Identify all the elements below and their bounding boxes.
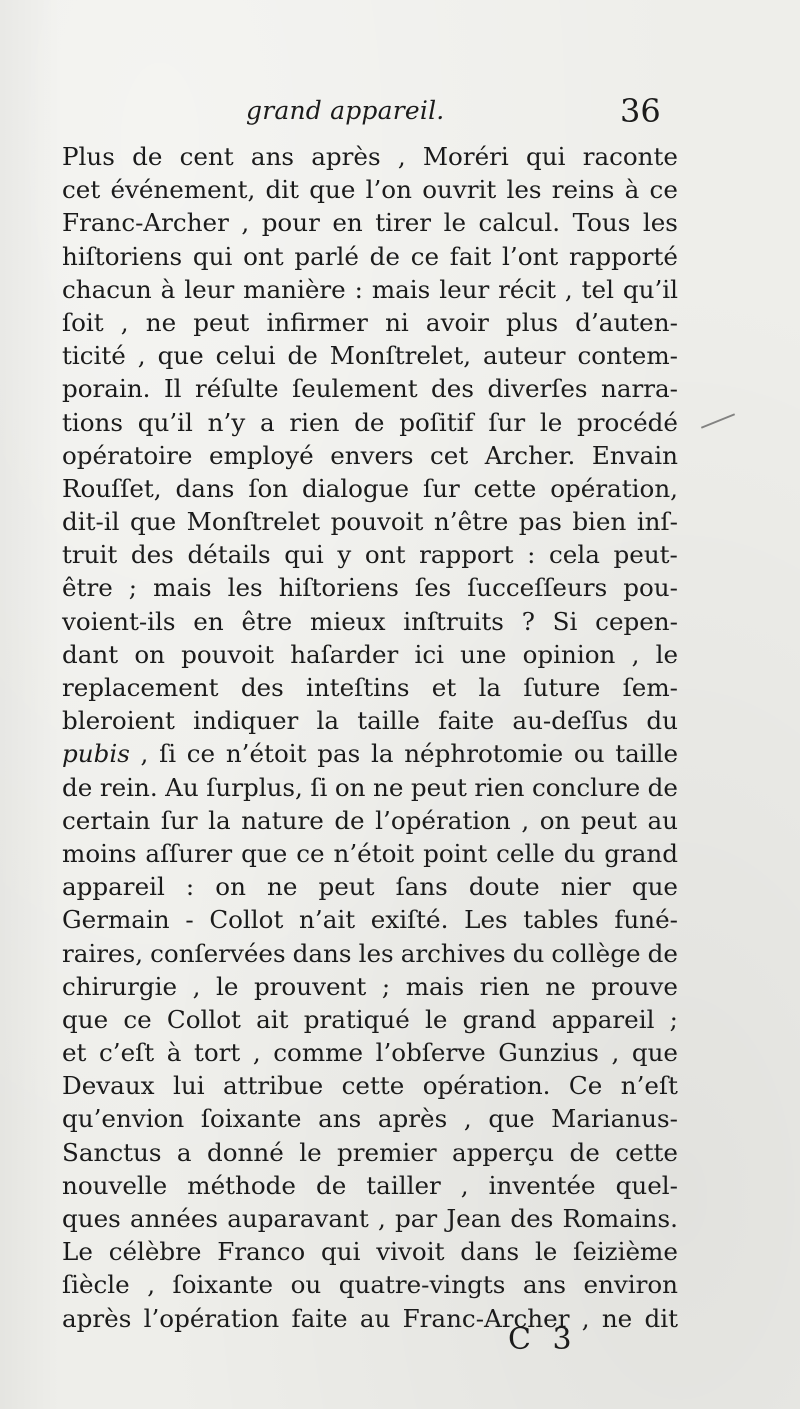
text-line: ticité , que celui de Monſtrelet, auteur contem- <box>62 341 678 371</box>
text-line: Le célèbre Franco qui vivoit dans le ſeizième <box>62 1237 678 1267</box>
text-line: replacement des inteſtins et la ſuture ſem- <box>62 673 678 702</box>
body-text <box>62 140 678 1335</box>
page-number: 36 <box>620 92 661 130</box>
text-line: appareil : on ne peut ſans doute nier que <box>62 872 678 902</box>
text-line: porain. Il réſulte ſeulement des diverſes narra- <box>62 374 678 404</box>
text-line: ſoit , ne peut infirmer ni avoir plus d’auten- <box>62 307 678 337</box>
text-line: opératoire employé envers cet Archer. Envain <box>62 440 678 470</box>
text-line: cet événement, dit que l’on ouvrit les reins à ce <box>62 175 678 205</box>
running-title: grand appareil. <box>246 96 445 125</box>
paper-stain <box>701 413 735 428</box>
text-line: pubis , ſi ce n’étoit pas la néphrotomie ou taille <box>62 739 678 769</box>
text-line: bleroient indiquer la taille faite au-deſſus du <box>62 706 678 736</box>
text-line: après l’opération faite au Franc-Archer , ne dit <box>62 1303 678 1333</box>
text-line: dit-il que Monſtrelet pouvoit n’être pas bien inſ- <box>62 507 678 537</box>
text-line: et c’eſt à tort , comme l’obſerve Gunzius , que <box>62 1038 678 1068</box>
text-line: dant on pouvoit haſarder ici une opinion , le <box>62 639 678 669</box>
text-line: truit des détails qui y ont rapport : cela peut- <box>62 540 678 570</box>
text-line: moins aſſurer que ce n’étoit point celle du grand <box>62 838 678 868</box>
text-line: chirurgie , le prouvent ; mais rien ne prouve <box>62 971 678 1001</box>
paper-stain <box>0 0 60 1409</box>
text-line: Sanctus a donné le premier apperçu de cette <box>62 1137 678 1167</box>
text-line: Franc-Archer , pour en tirer le calcul. Tous les <box>62 208 678 238</box>
text-line: Plus de cent ans après , Moréri qui raconte <box>62 142 678 171</box>
text-line: certain ſur la nature de l’opération , on peut au <box>62 805 678 835</box>
text-line: qu’envion ſoixante ans après , que Marianus- <box>62 1104 678 1134</box>
text-line: être ; mais les hiſtoriens ſes ſucceſſeurs pou- <box>62 573 678 603</box>
text-line: voient-ils en être mieux inſtruits ? Si cepen- <box>62 606 678 636</box>
text-line: Devaux lui attribue cette opération. Ce n’eſt <box>62 1071 678 1101</box>
text-line: raires, conſervées dans les archives du collège de <box>62 938 678 968</box>
text-line: ques années auparavant , par Jean des Romains. <box>62 1204 678 1233</box>
text-line: ſiècle , ſoixante ou quatre-vingts ans environ <box>62 1270 678 1300</box>
text-line: que ce Collot ait pratiqué le grand appareil ; <box>62 1004 678 1034</box>
text-line: hiſtoriens qui ont parlé de ce fait l’ont rapporté <box>62 241 678 271</box>
text-line: de rein. Au ſurplus, ſi on ne peut rien conclure de <box>62 772 678 802</box>
signature-mark: C 3 <box>508 1322 578 1357</box>
text-line: Rouſſet, dans ſon dialogue ſur cette opération, <box>62 473 678 503</box>
running-head <box>0 92 800 136</box>
text-line: Germain - Collot n’ait exiſté. Les tables funé- <box>62 905 678 935</box>
text-line: nouvelle méthode de tailler , inventée quel- <box>62 1170 678 1200</box>
text-line: tions qu’il n’y a rien de poſitif ſur le procédé <box>62 407 678 437</box>
text-line: chacun à leur manière : mais leur récit , tel qu’il <box>62 274 678 304</box>
